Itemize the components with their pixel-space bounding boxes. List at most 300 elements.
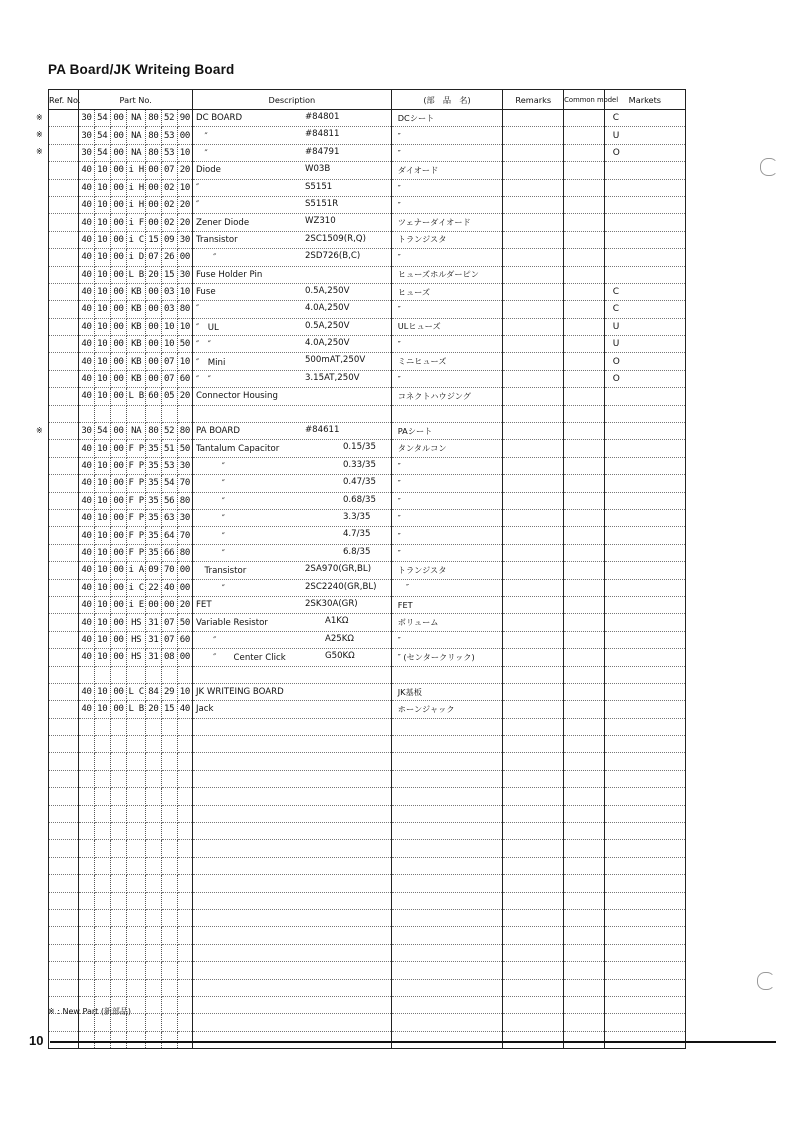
part-no-segment: 31	[146, 614, 161, 631]
common-model-cell	[564, 318, 605, 335]
common-model-cell	[564, 875, 605, 892]
description-cell	[192, 718, 391, 735]
part-no-segment: 80	[146, 127, 161, 144]
ref-no-cell	[49, 336, 79, 353]
markets-cell: O	[604, 353, 685, 370]
ref-no-cell	[49, 457, 79, 474]
part-no-segment	[146, 666, 161, 683]
description-text: FET	[195, 600, 212, 611]
common-model-cell	[564, 440, 605, 457]
part-no-segment: KB	[127, 353, 146, 370]
part-no-segment: 30	[79, 110, 94, 127]
part-no-segment: 00	[110, 509, 126, 526]
part-no-segment: i C	[127, 231, 146, 248]
description-text: ″ ″	[195, 375, 211, 386]
common-model-cell	[564, 944, 605, 961]
markets-cell	[604, 405, 685, 422]
part-no-segment: F P	[127, 492, 146, 509]
markets-cell	[604, 840, 685, 857]
part-no-segment: 10	[94, 162, 110, 179]
part-no-segment	[161, 979, 177, 996]
jp-name-cell: ″	[391, 336, 503, 353]
description-spec: 4.7/35	[342, 529, 371, 540]
part-no-segment	[127, 962, 146, 979]
remarks-cell	[503, 718, 564, 735]
part-no-segment: 00	[110, 266, 126, 283]
part-no-segment	[161, 892, 177, 909]
description-spec: 3.3/35	[342, 511, 371, 522]
common-model-cell	[564, 214, 605, 231]
part-no-segment: i H	[127, 162, 146, 179]
part-no-segment: 03	[161, 301, 177, 318]
part-no-segment: i H	[127, 196, 146, 213]
part-no-segment: 30	[79, 423, 94, 440]
description-cell	[192, 544, 391, 561]
part-no-segment: 10	[94, 475, 110, 492]
part-no-segment	[146, 892, 161, 909]
jp-name-cell	[391, 736, 503, 753]
table-row-empty	[49, 770, 686, 787]
part-no-segment: 00	[110, 649, 126, 666]
part-no-segment: 35	[146, 440, 161, 457]
table-row-empty	[49, 875, 686, 892]
part-no-segment: F P	[127, 440, 146, 457]
part-no-segment: 10	[94, 562, 110, 579]
part-no-segment: 00	[110, 631, 126, 648]
description-text: Zener Diode	[195, 217, 250, 228]
jp-name-cell: ″	[391, 492, 503, 509]
part-no-segment	[146, 875, 161, 892]
part-no-segment: F P	[127, 509, 146, 526]
part-no-segment: 20	[177, 596, 192, 613]
description-cell	[192, 614, 391, 631]
remarks-cell	[503, 562, 564, 579]
jp-name-cell: ヒューズホルダーピン	[391, 266, 503, 283]
common-model-cell	[564, 353, 605, 370]
common-model-cell	[564, 857, 605, 874]
remarks-cell	[503, 596, 564, 613]
description-cell	[192, 1031, 391, 1048]
part-no-segment: 40	[79, 683, 94, 700]
part-no-segment	[146, 962, 161, 979]
part-no-segment: 40	[79, 353, 94, 370]
part-no-segment	[110, 927, 126, 944]
part-no-segment: 00	[110, 179, 126, 196]
table-row	[49, 110, 686, 127]
part-no-segment	[161, 753, 177, 770]
part-no-segment: 02	[161, 196, 177, 213]
jp-name-cell: ボリューム	[391, 614, 503, 631]
table-row	[49, 144, 686, 161]
part-no-segment: 40	[79, 179, 94, 196]
jp-name-cell: ″	[391, 144, 503, 161]
remarks-cell	[503, 370, 564, 387]
part-no-segment: 10	[94, 457, 110, 474]
description-cell	[192, 110, 391, 127]
part-no-segment: 00	[110, 596, 126, 613]
part-no-segment: 35	[146, 527, 161, 544]
jp-name-cell	[391, 1014, 503, 1031]
part-no-segment: 40	[79, 457, 94, 474]
ref-no-cell	[49, 753, 79, 770]
common-model-cell	[564, 962, 605, 979]
ref-no-cell	[49, 144, 79, 161]
part-no-segment	[161, 805, 177, 822]
part-no-segment: 35	[146, 544, 161, 561]
description-spec: W03B	[304, 164, 331, 175]
part-no-segment: 07	[161, 162, 177, 179]
jp-name-cell: FET	[391, 596, 503, 613]
jp-name-cell	[391, 979, 503, 996]
part-no-segment: 10	[94, 231, 110, 248]
part-no-segment: KB	[127, 336, 146, 353]
part-no-segment: 15	[161, 266, 177, 283]
jp-name-cell: ″	[391, 370, 503, 387]
part-no-segment: 00	[146, 301, 161, 318]
part-no-segment: 35	[146, 475, 161, 492]
part-no-segment: 40	[79, 475, 94, 492]
part-no-segment: 40	[79, 318, 94, 335]
table-row-empty	[49, 1031, 686, 1048]
remarks-cell	[503, 318, 564, 335]
part-no-segment: 02	[161, 214, 177, 231]
ref-no-cell	[49, 614, 79, 631]
part-no-segment: i E	[127, 596, 146, 613]
part-no-segment	[161, 944, 177, 961]
part-no-segment	[177, 840, 192, 857]
part-no-segment	[94, 770, 110, 787]
part-no-segment: 26	[161, 249, 177, 266]
part-no-segment	[177, 805, 192, 822]
ref-no-cell	[49, 492, 79, 509]
new-part-mark: ※	[36, 129, 43, 139]
part-no-segment: 70	[177, 527, 192, 544]
part-no-segment: 51	[161, 440, 177, 457]
header-remarks: Remarks	[503, 90, 564, 110]
jp-name-cell: タンタルコン	[391, 440, 503, 457]
part-no-segment: 10	[161, 318, 177, 335]
remarks-cell	[503, 979, 564, 996]
part-no-segment: 15	[161, 701, 177, 718]
part-no-segment	[127, 892, 146, 909]
table-row-empty	[49, 1014, 686, 1031]
part-no-segment	[146, 405, 161, 422]
part-no-segment: 52	[161, 423, 177, 440]
description-cell	[192, 336, 391, 353]
part-no-segment: 00	[110, 457, 126, 474]
table-row	[49, 614, 686, 631]
description-spec: #84791	[304, 146, 340, 157]
part-no-segment	[146, 788, 161, 805]
part-no-segment: 00	[110, 353, 126, 370]
part-no-segment: 00	[110, 214, 126, 231]
common-model-cell	[564, 423, 605, 440]
markets-cell	[604, 857, 685, 874]
part-no-segment: 00	[110, 196, 126, 213]
part-no-segment: 10	[94, 440, 110, 457]
part-no-segment: 40	[161, 579, 177, 596]
part-no-segment	[146, 944, 161, 961]
part-no-segment	[94, 875, 110, 892]
part-no-segment	[94, 736, 110, 753]
jp-name-cell	[391, 996, 503, 1013]
part-no-segment: 00	[177, 127, 192, 144]
part-no-segment: 10	[94, 527, 110, 544]
description-cell	[192, 370, 391, 387]
description-cell	[192, 701, 391, 718]
part-no-segment	[79, 892, 94, 909]
markets-cell	[604, 527, 685, 544]
part-no-segment	[161, 788, 177, 805]
part-no-segment: 00	[146, 196, 161, 213]
common-model-cell	[564, 336, 605, 353]
description-text: ″	[195, 635, 217, 646]
description-spec: 6.8/35	[342, 546, 371, 557]
common-model-cell	[564, 196, 605, 213]
common-model-cell	[564, 753, 605, 770]
table-row	[49, 423, 686, 440]
remarks-cell	[503, 475, 564, 492]
part-no-segment	[146, 857, 161, 874]
part-no-segment: 80	[177, 301, 192, 318]
remarks-cell	[503, 892, 564, 909]
part-no-segment: 80	[177, 544, 192, 561]
part-no-segment: 00	[146, 162, 161, 179]
description-cell	[192, 440, 391, 457]
markets-cell	[604, 492, 685, 509]
part-no-segment: 00	[146, 179, 161, 196]
part-no-segment	[110, 753, 126, 770]
part-no-segment	[161, 718, 177, 735]
table-row	[49, 336, 686, 353]
description-text: Fuse Holder Pin	[195, 269, 263, 280]
part-no-segment	[177, 770, 192, 787]
markets-cell	[604, 788, 685, 805]
common-model-cell	[564, 770, 605, 787]
ref-no-cell	[49, 214, 79, 231]
remarks-cell	[503, 544, 564, 561]
part-no-segment: 40	[177, 701, 192, 718]
jp-name-cell: DCシート	[391, 110, 503, 127]
part-no-segment: 56	[161, 492, 177, 509]
jp-name-cell: JK基板	[391, 683, 503, 700]
description-cell	[192, 840, 391, 857]
part-no-segment	[79, 805, 94, 822]
remarks-cell	[503, 301, 564, 318]
jp-name-cell	[391, 753, 503, 770]
common-model-cell	[564, 805, 605, 822]
description-cell	[192, 753, 391, 770]
part-no-segment: 40	[79, 596, 94, 613]
part-no-segment	[161, 405, 177, 422]
part-no-segment	[146, 979, 161, 996]
description-text: ″	[195, 304, 200, 315]
part-no-segment: 40	[79, 579, 94, 596]
part-no-segment: 10	[94, 388, 110, 405]
ref-no-cell	[49, 823, 79, 840]
part-no-segment	[127, 875, 146, 892]
part-no-segment: 10	[94, 249, 110, 266]
part-no-segment: 00	[110, 614, 126, 631]
jp-name-cell: トランジスタ	[391, 231, 503, 248]
part-no-segment: 54	[94, 144, 110, 161]
description-cell	[192, 423, 391, 440]
jp-name-cell: ダイオード	[391, 162, 503, 179]
common-model-cell	[564, 492, 605, 509]
description-spec: 4.0A,250V	[304, 303, 350, 314]
part-no-segment: 10	[94, 214, 110, 231]
remarks-cell	[503, 1014, 564, 1031]
remarks-cell	[503, 127, 564, 144]
common-model-cell	[564, 509, 605, 526]
part-no-segment: 00	[110, 527, 126, 544]
part-no-segment	[79, 736, 94, 753]
part-no-segment: 40	[79, 527, 94, 544]
part-no-segment: 00	[146, 283, 161, 300]
description-cell	[192, 770, 391, 787]
part-no-segment	[146, 770, 161, 787]
remarks-cell	[503, 909, 564, 926]
part-no-segment: i D	[127, 249, 146, 266]
ref-no-cell	[49, 231, 79, 248]
part-no-segment	[110, 979, 126, 996]
remarks-cell	[503, 196, 564, 213]
ref-no-cell	[49, 631, 79, 648]
markets-cell	[604, 249, 685, 266]
header-ref-no: Ref. No.	[49, 90, 79, 110]
ref-no-cell	[49, 701, 79, 718]
markets-cell	[604, 196, 685, 213]
part-no-segment	[177, 892, 192, 909]
remarks-cell	[503, 110, 564, 127]
part-no-segment	[94, 823, 110, 840]
description-text: ″ UL	[195, 322, 219, 333]
common-model-cell	[564, 162, 605, 179]
common-model-cell	[564, 231, 605, 248]
new-part-mark: ※	[36, 425, 43, 435]
part-no-segment: NA	[127, 423, 146, 440]
part-no-segment: 10	[94, 266, 110, 283]
markets-cell	[604, 579, 685, 596]
common-model-cell	[564, 1031, 605, 1048]
remarks-cell	[503, 823, 564, 840]
part-no-segment: 00	[177, 249, 192, 266]
ref-no-cell	[49, 301, 79, 318]
ref-no-cell	[49, 649, 79, 666]
markets-cell	[604, 509, 685, 526]
ref-no-cell	[49, 110, 79, 127]
description-text: ″	[195, 200, 200, 211]
common-model-cell	[564, 144, 605, 161]
table-row	[49, 579, 686, 596]
description-cell	[192, 979, 391, 996]
table-row-empty	[49, 840, 686, 857]
part-no-segment: 07	[146, 249, 161, 266]
ref-no-cell	[49, 162, 79, 179]
part-no-segment: 20	[177, 162, 192, 179]
part-no-segment: 40	[79, 649, 94, 666]
part-no-segment	[161, 857, 177, 874]
description-spec: A25KΩ	[324, 633, 354, 644]
part-no-segment: 35	[146, 457, 161, 474]
part-no-segment: 80	[146, 423, 161, 440]
part-no-segment	[161, 875, 177, 892]
part-no-segment: 00	[110, 318, 126, 335]
part-no-segment: L B	[127, 701, 146, 718]
part-no-segment	[146, 736, 161, 753]
part-no-segment	[110, 909, 126, 926]
description-text: Diode	[195, 165, 221, 176]
table-row	[49, 196, 686, 213]
part-no-segment	[161, 909, 177, 926]
jp-name-cell: コネクトハウジング	[391, 388, 503, 405]
part-no-segment: 00	[110, 492, 126, 509]
parts-list-table	[48, 89, 686, 1049]
ref-no-cell	[49, 283, 79, 300]
part-no-segment: 40	[79, 301, 94, 318]
part-no-segment: 00	[177, 562, 192, 579]
part-no-segment: 00	[146, 318, 161, 335]
remarks-cell	[503, 231, 564, 248]
part-no-segment: 40	[79, 196, 94, 213]
binding-hole-mark	[760, 158, 778, 176]
description-text: ″	[195, 253, 217, 264]
part-no-segment	[127, 788, 146, 805]
table-row-empty	[49, 962, 686, 979]
part-no-segment: 66	[161, 544, 177, 561]
part-no-segment: 00	[110, 110, 126, 127]
part-no-segment	[127, 1031, 146, 1048]
part-no-segment: 15	[146, 231, 161, 248]
description-text: Fuse	[195, 287, 216, 298]
table-row	[49, 527, 686, 544]
ref-no-cell	[49, 666, 79, 683]
page-number: 10	[29, 1033, 44, 1048]
part-no-segment	[79, 823, 94, 840]
part-no-segment	[161, 927, 177, 944]
common-model-cell	[564, 475, 605, 492]
part-no-segment: 64	[161, 527, 177, 544]
jp-name-cell: ″	[391, 544, 503, 561]
part-no-segment: 40	[79, 283, 94, 300]
part-no-segment	[79, 857, 94, 874]
table-row	[49, 179, 686, 196]
part-no-segment: 20	[146, 701, 161, 718]
description-cell	[192, 162, 391, 179]
ref-no-cell	[49, 736, 79, 753]
description-text: ″	[195, 583, 225, 594]
part-no-segment: 30	[177, 266, 192, 283]
part-no-segment: 50	[177, 336, 192, 353]
description-text: Transistor	[195, 566, 247, 577]
part-no-segment	[177, 979, 192, 996]
markets-cell	[604, 962, 685, 979]
remarks-cell	[503, 962, 564, 979]
jp-name-cell	[391, 770, 503, 787]
part-no-segment	[110, 823, 126, 840]
markets-cell	[604, 875, 685, 892]
table-row-empty	[49, 753, 686, 770]
part-no-segment	[161, 770, 177, 787]
part-no-segment: 10	[177, 683, 192, 700]
part-no-segment: 00	[110, 440, 126, 457]
part-no-segment: 40	[79, 544, 94, 561]
part-no-segment	[161, 962, 177, 979]
common-model-cell	[564, 301, 605, 318]
part-no-segment: 10	[177, 179, 192, 196]
ref-no-cell	[49, 388, 79, 405]
common-model-cell	[564, 666, 605, 683]
